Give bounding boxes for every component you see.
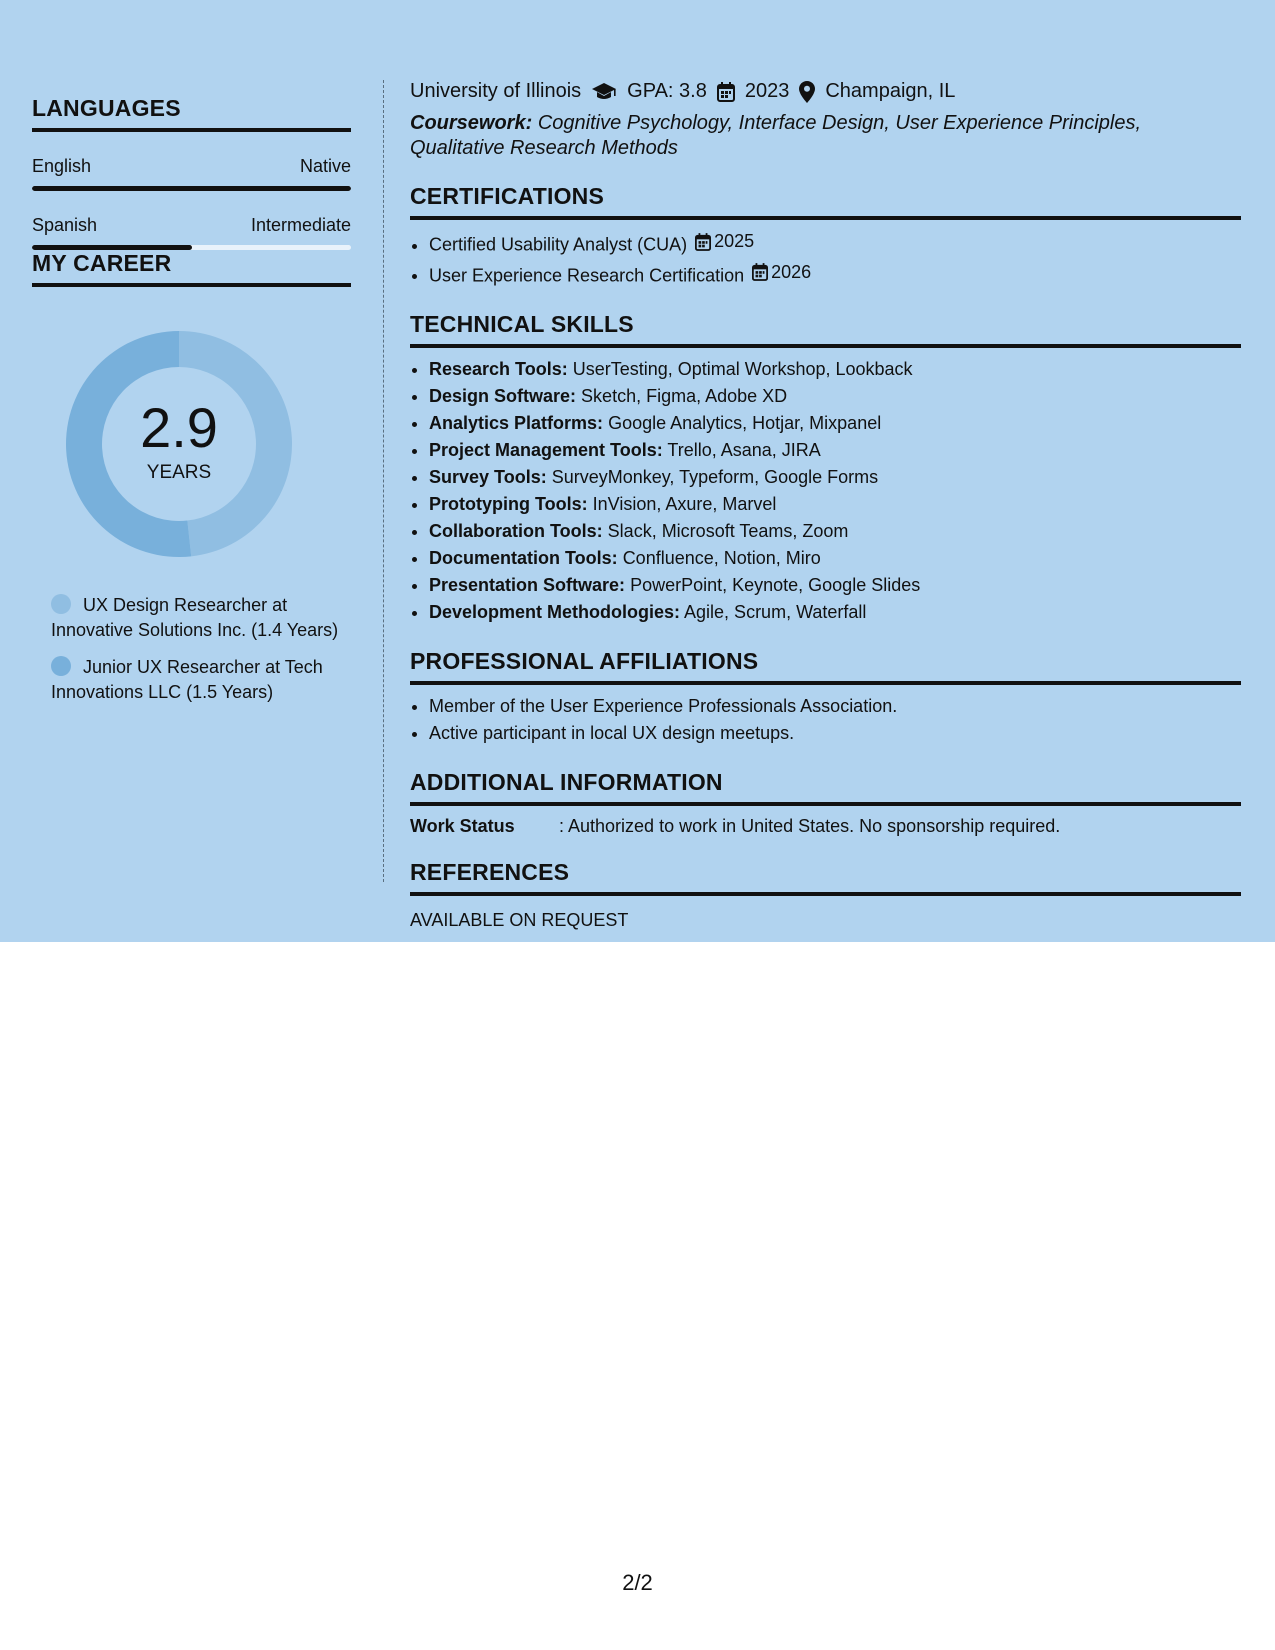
skill-item bbox=[429, 545, 1241, 572]
references-text: AVAILABLE ON REQUEST bbox=[410, 910, 629, 930]
references-section bbox=[410, 859, 1241, 931]
skill-item bbox=[429, 464, 1241, 491]
skills-section bbox=[410, 311, 1241, 626]
language-item-spanish bbox=[32, 215, 351, 250]
skill-item bbox=[429, 383, 1241, 410]
skill-item bbox=[429, 491, 1241, 518]
certification-item bbox=[429, 259, 1241, 290]
skill-label: Design Software: bbox=[429, 386, 577, 406]
skill-value: Sketch, Figma, Adobe XD bbox=[581, 386, 788, 406]
certification-item bbox=[429, 228, 1241, 259]
affiliation-item: • Active participant in local UX design meetups. bbox=[429, 720, 1241, 747]
skill-label: Prototyping Tools: bbox=[429, 494, 588, 514]
affiliations-heading: PROFESSIONAL AFFILIATIONS bbox=[410, 648, 1241, 685]
legend-dot-icon bbox=[51, 656, 71, 676]
skill-label: Analytics Platforms: bbox=[429, 413, 604, 433]
certification-name: Certified Usability Analyst (CUA) bbox=[429, 234, 688, 255]
skill-item bbox=[429, 599, 1241, 626]
skill-value: Google Analytics, Hotjar, Mixpanel bbox=[608, 413, 882, 433]
languages-heading: LANGUAGES bbox=[32, 95, 351, 132]
page-number: 2/2 bbox=[622, 1570, 653, 1595]
skill-label: Project Management Tools: bbox=[429, 440, 663, 460]
skill-item bbox=[429, 572, 1241, 599]
additional-heading: ADDITIONAL INFORMATION bbox=[410, 769, 1241, 806]
skill-item bbox=[429, 410, 1241, 437]
career-legend-item bbox=[51, 593, 351, 643]
language-item-english bbox=[32, 156, 351, 191]
career-legend-label: UX Design Researcher at Innovative Solutions Inc. (1.4 Years) bbox=[51, 595, 339, 640]
coursework-text: Cognitive Psychology, Interface Design, User Experience Principles, Qualitative Research Methods bbox=[410, 112, 1142, 159]
career-total-value: 2.9 bbox=[140, 396, 218, 459]
language-name: Spanish bbox=[32, 215, 98, 235]
skill-item bbox=[429, 356, 1241, 383]
skill-label: Presentation Software: bbox=[429, 575, 626, 595]
skill-value: Slack, Microsoft Teams, Zoom bbox=[607, 521, 849, 541]
affiliations-section bbox=[410, 648, 1241, 747]
certifications-section bbox=[410, 183, 1241, 289]
calendar-icon bbox=[717, 82, 735, 102]
location-pin-icon bbox=[799, 81, 815, 103]
language-proficiency-fill bbox=[32, 186, 351, 191]
skill-label: Collaboration Tools: bbox=[429, 521, 603, 541]
career-heading: MY CAREER bbox=[32, 250, 351, 287]
work-status-label: Work Status bbox=[410, 816, 515, 836]
calendar-icon bbox=[695, 233, 711, 251]
calendar-icon bbox=[752, 263, 768, 281]
legend-dot-icon bbox=[51, 594, 71, 614]
skill-label: Research Tools: bbox=[429, 359, 568, 379]
skill-value: SurveyMonkey, Typeform, Google Forms bbox=[551, 467, 879, 487]
additional-section bbox=[410, 769, 1241, 837]
references-heading: REFERENCES bbox=[410, 859, 1241, 896]
skill-value: InVision, Axure, Marvel bbox=[592, 494, 777, 514]
career-legend-item bbox=[51, 655, 351, 705]
skill-value: Trello, Asana, JIRA bbox=[667, 440, 821, 460]
coursework-label: Coursework: bbox=[410, 112, 533, 134]
skill-value: PowerPoint, Keynote, Google Slides bbox=[630, 575, 921, 595]
certification-year: 2026 bbox=[771, 261, 812, 282]
affiliation-item: • Member of the User Experience Professionals Association. bbox=[429, 693, 1241, 720]
graduation-cap-icon bbox=[591, 82, 617, 102]
certification-year: 2025 bbox=[714, 231, 755, 251]
education-school: University of Illinois bbox=[410, 80, 582, 102]
education-gpa: GPA: 3.8 bbox=[627, 80, 707, 102]
career-total-unit: YEARS bbox=[146, 462, 212, 483]
skill-label: Development Methodologies: bbox=[429, 602, 681, 622]
skill-label: Documentation Tools: bbox=[429, 548, 618, 568]
work-status-row bbox=[410, 816, 1241, 837]
education-year: 2023 bbox=[744, 80, 790, 102]
career-legend-label: Junior UX Researcher at Tech Innovations LLC (1.5 Years) bbox=[51, 657, 323, 702]
skill-value: Confluence, Notion, Miro bbox=[622, 548, 821, 568]
certifications-heading: CERTIFICATIONS bbox=[410, 183, 1241, 220]
column-divider bbox=[383, 80, 384, 882]
education-line bbox=[410, 80, 1241, 103]
skill-label: Survey Tools: bbox=[429, 467, 547, 487]
skill-value: UserTesting, Optimal Workshop, Lookback bbox=[572, 359, 913, 379]
language-level: Native bbox=[299, 156, 351, 176]
language-name: English bbox=[32, 156, 92, 176]
language-proficiency-fill bbox=[32, 245, 192, 250]
language-proficiency-bar bbox=[32, 245, 351, 250]
skill-value: Agile, Scrum, Waterfall bbox=[684, 602, 867, 622]
career-donut-chart bbox=[66, 331, 292, 557]
skill-item bbox=[429, 437, 1241, 464]
skill-item bbox=[429, 518, 1241, 545]
work-status-value: : Authorized to work in United States. No sponsorship required. bbox=[559, 816, 1061, 836]
education-coursework bbox=[410, 111, 1241, 161]
certification-name: User Experience Research Certification bbox=[429, 265, 745, 285]
left-column bbox=[32, 95, 351, 717]
skills-heading: TECHNICAL SKILLS bbox=[410, 311, 1241, 348]
right-column bbox=[410, 80, 1241, 931]
career-legend bbox=[32, 593, 351, 705]
language-level: Intermediate bbox=[250, 215, 351, 235]
language-proficiency-bar bbox=[32, 186, 351, 191]
education-location: Champaign, IL bbox=[825, 80, 956, 102]
